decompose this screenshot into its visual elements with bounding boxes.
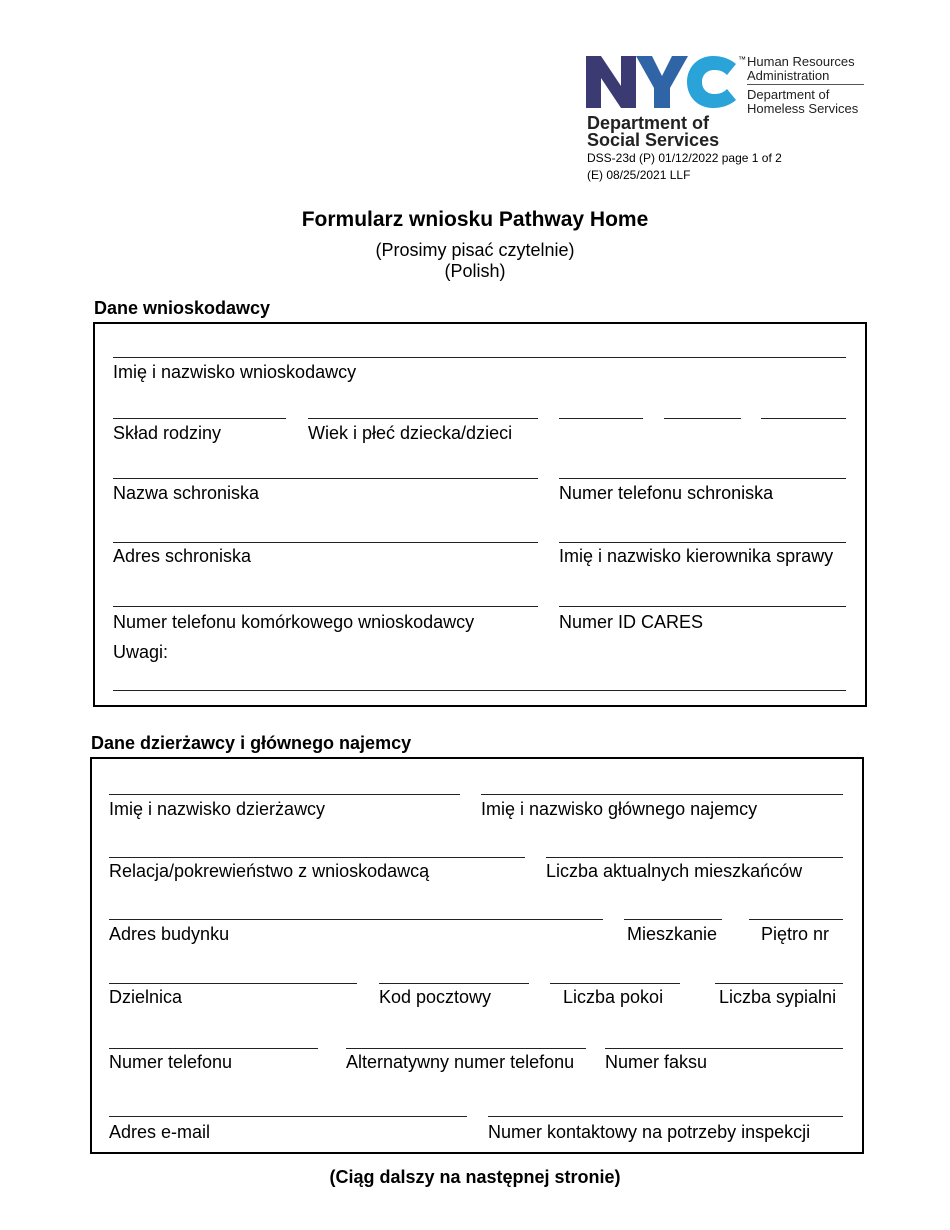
fax-field[interactable] (605, 1048, 843, 1049)
child-field-1[interactable] (559, 418, 643, 419)
phone-label: Numer telefonu (109, 1052, 233, 1072)
floor-label: Piętro nr (761, 924, 830, 944)
children-age-gender-label: Wiek i płeć dziecka/dzieci (308, 423, 513, 443)
bedrooms-label: Liczba sypialni (719, 987, 837, 1007)
shelter-phone-field[interactable] (559, 478, 846, 479)
inspection-contact-label: Numer kontaktowy na potrzeby inspekcji (488, 1122, 811, 1142)
notes-label: Uwagi: (113, 642, 169, 662)
child-field-3[interactable] (761, 418, 846, 419)
landlord-name-field[interactable] (109, 794, 460, 795)
zip-label: Kod pocztowy (379, 987, 492, 1007)
cares-id-field[interactable] (559, 606, 846, 607)
alt-phone-field[interactable] (346, 1048, 586, 1049)
agency-line: Department of (747, 87, 830, 102)
form-code: DSS-23d (P) 01/12/2022 page 1 of 2 (587, 151, 782, 165)
landlord-name-label: Imię i nazwisko dzierżawcy (109, 799, 326, 819)
case-manager-label: Imię i nazwisko kierownika sprawy (559, 546, 834, 566)
shelter-address-label: Adres schroniska (113, 546, 252, 566)
apartment-label: Mieszkanie (627, 924, 718, 944)
agency-line: Human Resources (747, 54, 855, 69)
agency-dhs (747, 88, 858, 116)
applicant-section-heading: Dane wnioskodawcy (94, 298, 271, 318)
alt-phone-label: Alternatywny numer telefonu (346, 1052, 575, 1072)
notes-field[interactable] (113, 690, 846, 691)
bedrooms-field[interactable] (715, 983, 843, 984)
agency-divider (747, 84, 864, 85)
case-manager-field[interactable] (559, 542, 846, 543)
building-address-field[interactable] (109, 919, 603, 920)
relation-label: Relacja/pokrewieństwo z wnioskodawcą (109, 861, 430, 881)
family-composition-field[interactable] (113, 418, 286, 419)
subtitle-language: (Polish) (444, 261, 506, 281)
dss-line: Social Services (587, 130, 720, 150)
zip-field[interactable] (379, 983, 529, 984)
dss-name (587, 115, 719, 149)
relation-field[interactable] (109, 857, 525, 858)
nyc-logo-graphic (586, 56, 738, 108)
family-composition-label: Skład rodziny (113, 423, 222, 443)
children-age-gender-field[interactable] (308, 418, 538, 419)
email-field[interactable] (109, 1116, 467, 1117)
fax-label: Numer faksu (605, 1052, 708, 1072)
building-address-label: Adres budynku (109, 924, 230, 944)
applicant-mobile-label: Numer telefonu komórkowego wnioskodawcy (113, 612, 475, 632)
dss-line: Department of (587, 113, 710, 133)
email-label: Adres e-mail (109, 1122, 211, 1142)
phone-field[interactable] (109, 1048, 318, 1049)
shelter-address-field[interactable] (113, 542, 538, 543)
rooms-field[interactable] (550, 983, 680, 984)
subtitle-print-clearly: (Prosimy pisać czytelnie) (375, 240, 575, 260)
child-field-2[interactable] (664, 418, 741, 419)
page-title: Formularz wniosku Pathway Home (301, 208, 649, 231)
primary-tenant-field[interactable] (481, 794, 843, 795)
cares-id-label: Numer ID CARES (559, 612, 704, 632)
continued-footer: (Ciąg dalszy na następnej stronie) (329, 1167, 621, 1187)
agency-line: Homeless Services (747, 101, 859, 116)
applicant-name-label: Imię i nazwisko wnioskodawcy (113, 362, 357, 382)
form-code-revision: (E) 08/25/2021 LLF (587, 168, 691, 182)
borough-field[interactable] (109, 983, 357, 984)
applicant-name-field[interactable] (113, 357, 846, 358)
occupants-field[interactable] (546, 857, 843, 858)
borough-label: Dzielnica (109, 987, 183, 1007)
applicant-mobile-field[interactable] (113, 606, 538, 607)
shelter-name-label: Nazwa schroniska (113, 483, 260, 503)
floor-field[interactable] (749, 919, 843, 920)
occupants-label: Liczba aktualnych mieszkańców (546, 861, 803, 881)
apartment-field[interactable] (624, 919, 722, 920)
agency-hra (747, 55, 855, 83)
agency-line: Administration (747, 68, 830, 83)
shelter-phone-label: Numer telefonu schroniska (559, 483, 774, 503)
primary-tenant-label: Imię i nazwisko głównego najemcy (481, 799, 758, 819)
inspection-contact-field[interactable] (488, 1116, 843, 1117)
shelter-name-field[interactable] (113, 478, 538, 479)
landlord-section-heading: Dane dzierżawcy i głównego najemcy (91, 733, 412, 753)
rooms-label: Liczba pokoi (563, 987, 664, 1007)
